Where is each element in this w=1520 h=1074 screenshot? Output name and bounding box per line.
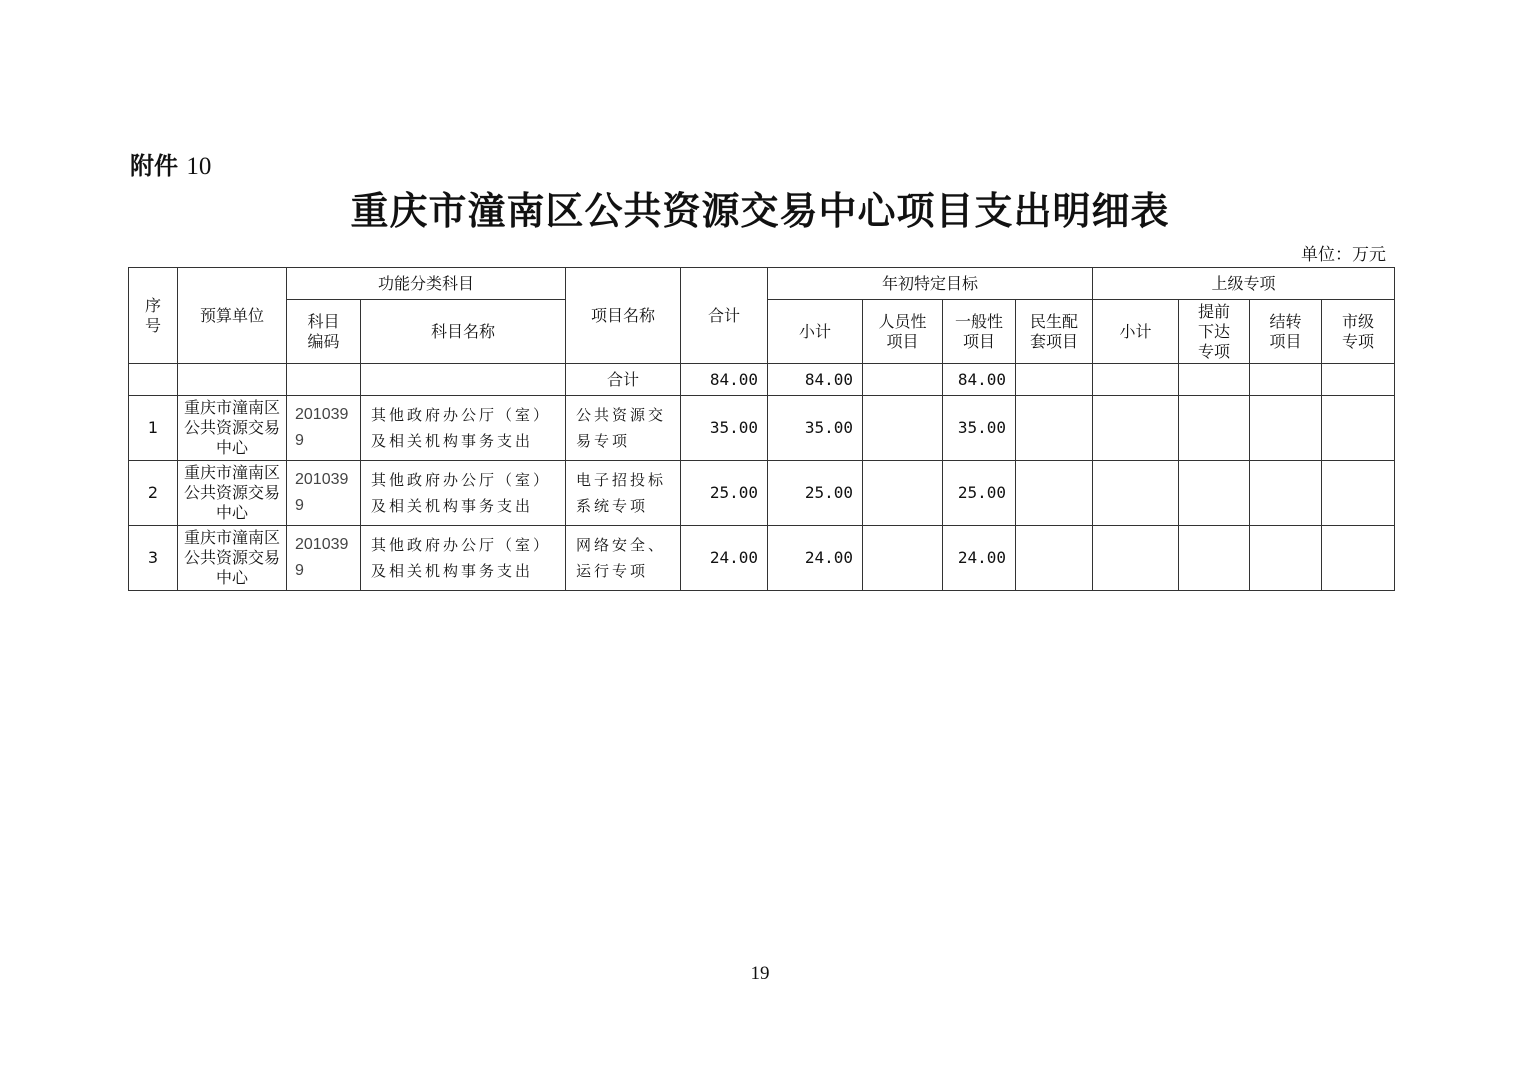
table-row <box>129 526 1395 591</box>
row-annual-general: 25.00 <box>943 461 1016 526</box>
header-annual-personnel <box>863 300 943 364</box>
header-subject-code <box>287 300 361 364</box>
header-seq-text: 序号 <box>144 295 161 335</box>
total-higher-subtotal <box>1093 364 1179 396</box>
total-amount: 84.00 <box>681 364 768 396</box>
header-higher-city-text: 市级专项 <box>1342 311 1375 351</box>
attachment-label <box>130 146 211 181</box>
total-higher-city <box>1322 364 1395 396</box>
row-higher-advance <box>1179 396 1250 461</box>
header-higher-subtotal: 小计 <box>1093 300 1179 364</box>
row-subject-code <box>287 526 361 591</box>
header-annual-livelihood-text: 民生配套项目 <box>1030 311 1079 351</box>
header-annual-livelihood <box>1016 300 1093 364</box>
row-project-name: 电子招投标系统专项 <box>566 461 681 526</box>
row-annual-personnel <box>863 396 943 461</box>
row-higher-carryover <box>1250 461 1322 526</box>
header-higher-advance <box>1179 300 1250 364</box>
row-subject-code-text: 2010399 <box>295 406 349 449</box>
header-budget-unit: 预算单位 <box>178 268 287 364</box>
row-subject-name: 其他政府办公厅（室）及相关机构事务支出 <box>361 526 566 591</box>
total-annual-personnel <box>863 364 943 396</box>
total-higher-carryover <box>1250 364 1322 396</box>
header-row-1 <box>129 268 1395 300</box>
total-budget-unit <box>178 364 287 396</box>
unit-label: 单位：万元 <box>1301 245 1386 265</box>
row-higher-carryover <box>1250 396 1322 461</box>
row-budget-unit: 重庆市潼南区公共资源交易中心 <box>178 526 287 591</box>
row-annual-livelihood <box>1016 396 1093 461</box>
header-annual-general-text: 一般性项目 <box>955 311 1004 351</box>
row-higher-subtotal <box>1093 396 1179 461</box>
header-higher-carryover <box>1250 300 1322 364</box>
row-subject-name: 其他政府办公厅（室）及相关机构事务支出 <box>361 461 566 526</box>
total-label: 合计 <box>566 364 681 396</box>
row-annual-subtotal: 24.00 <box>768 526 863 591</box>
table-row <box>129 461 1395 526</box>
total-annual-general: 84.00 <box>943 364 1016 396</box>
row-annual-livelihood <box>1016 461 1093 526</box>
header-func-group: 功能分类科目 <box>287 268 566 300</box>
total-annual-livelihood <box>1016 364 1093 396</box>
header-higher-carryover-text: 结转项目 <box>1269 311 1302 351</box>
row-annual-general: 35.00 <box>943 396 1016 461</box>
total-subject-name <box>361 364 566 396</box>
row-annual-general: 24.00 <box>943 526 1016 591</box>
attachment-label-text: 附件 <box>130 152 178 180</box>
header-annual-general <box>943 300 1016 364</box>
header-higher-city <box>1322 300 1395 364</box>
row-seq: 3 <box>129 526 178 591</box>
expenditure-table <box>128 267 1395 591</box>
row-subject-name: 其他政府办公厅（室）及相关机构事务支出 <box>361 396 566 461</box>
header-subject-code-text: 科目编码 <box>307 311 340 351</box>
row-higher-subtotal <box>1093 461 1179 526</box>
row-annual-personnel <box>863 526 943 591</box>
row-budget-unit: 重庆市潼南区公共资源交易中心 <box>178 396 287 461</box>
row-subject-code <box>287 461 361 526</box>
header-subject-name: 科目名称 <box>361 300 566 364</box>
header-annual-group: 年初特定目标 <box>768 268 1093 300</box>
row-total: 25.00 <box>681 461 768 526</box>
row-subject-code-text: 2010399 <box>295 471 349 514</box>
header-total: 合计 <box>681 268 768 364</box>
header-seq <box>129 268 178 364</box>
row-seq: 1 <box>129 396 178 461</box>
total-subject-code <box>287 364 361 396</box>
row-annual-subtotal: 25.00 <box>768 461 863 526</box>
row-total: 35.00 <box>681 396 768 461</box>
header-higher-group: 上级专项 <box>1093 268 1395 300</box>
row-higher-carryover <box>1250 526 1322 591</box>
row-budget-unit: 重庆市潼南区公共资源交易中心 <box>178 461 287 526</box>
total-seq <box>129 364 178 396</box>
row-seq: 2 <box>129 461 178 526</box>
header-project-name: 项目名称 <box>566 268 681 364</box>
row-total: 24.00 <box>681 526 768 591</box>
row-project-name: 网络安全、运行专项 <box>566 526 681 591</box>
page-number: 19 <box>750 963 770 984</box>
row-higher-advance <box>1179 526 1250 591</box>
total-annual-subtotal: 84.00 <box>768 364 863 396</box>
total-higher-advance <box>1179 364 1250 396</box>
header-higher-advance-text: 提前下达专项 <box>1198 301 1231 361</box>
row-higher-city <box>1322 461 1395 526</box>
row-higher-subtotal <box>1093 526 1179 591</box>
row-higher-city <box>1322 396 1395 461</box>
row-subject-code <box>287 396 361 461</box>
row-annual-subtotal: 35.00 <box>768 396 863 461</box>
header-annual-subtotal: 小计 <box>768 300 863 364</box>
row-higher-city <box>1322 526 1395 591</box>
row-higher-advance <box>1179 461 1250 526</box>
row-project-name: 公共资源交易专项 <box>566 396 681 461</box>
row-annual-livelihood <box>1016 526 1093 591</box>
page-title: 重庆市潼南区公共资源交易中心项目支出明细表 <box>350 188 1170 233</box>
table-row <box>129 396 1395 461</box>
row-annual-personnel <box>863 461 943 526</box>
header-annual-personnel-text: 人员性项目 <box>878 311 927 351</box>
attachment-number: 10 <box>186 153 212 180</box>
total-row <box>129 364 1395 396</box>
row-subject-code-text: 2010399 <box>295 536 349 579</box>
